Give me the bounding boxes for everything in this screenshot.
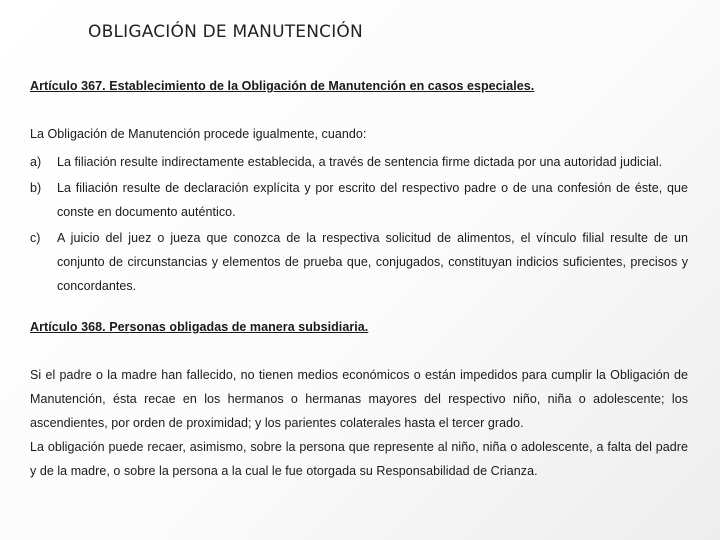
spacer <box>30 339 688 363</box>
slide-title: OBLIGACIÓN DE MANUTENCIÓN <box>88 22 363 42</box>
article-367-heading: Artículo 367. Establecimiento de la Obligación de Manutención en casos especiales. <box>30 79 535 93</box>
article-368-heading: Artículo 368. Personas obligadas de manera subsidiaria. <box>30 320 369 334</box>
list-marker: b) <box>30 181 42 195</box>
list-item-c <box>30 226 688 298</box>
list-item-text: La filiación resulte indirectamente establecida, a través de sentencia firme dictada por una autoridad judicial. <box>57 155 663 169</box>
spacer <box>30 98 688 122</box>
list-item-b <box>30 176 688 224</box>
article-368-paragraph-1: Si el padre o la madre han fallecido, no tienen medios económicos o están impedidos para cumplir la Obligación de Manutención, ésta recae en los hermanos o hermanas mayores del respectivo niño, niña o adolescente; los ascendientes, por orden de proximidad; y los parientes colaterales hasta el tercer grado. <box>30 368 688 430</box>
article-368-paragraph-2: La obligación puede recaer, asimismo, sobre la persona que represente al niño, niña o adolescente, a falta del padre y de la madre, o sobre la persona a la cual le fue otorgada su Responsabilidad de Crianza. <box>30 440 688 478</box>
list-marker: a) <box>30 155 42 169</box>
list-item-text: La filiación resulte de declaración explícita y por escrito del respectivo padre o de una confesión de éste, que conste en documento auténtico. <box>57 181 688 219</box>
spacer <box>30 298 688 315</box>
document-body <box>30 74 688 483</box>
list-marker: c) <box>30 231 41 245</box>
list-item-a <box>30 150 688 174</box>
article-367-intro: La Obligación de Manutención procede igualmente, cuando: <box>30 127 367 141</box>
list-item-text: A juicio del juez o jueza que conozca de la respectiva solicitud de alimentos, el vínculo filial resulte de un conjunto de circunstancias y elementos de prueba que, conjugados, constituyan indicios suficientes, precisos y concordantes. <box>57 231 688 293</box>
